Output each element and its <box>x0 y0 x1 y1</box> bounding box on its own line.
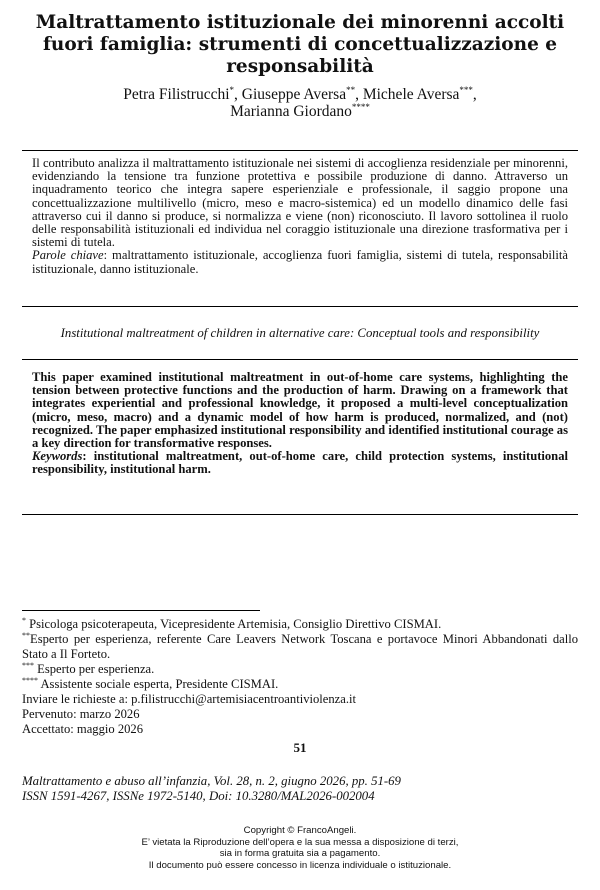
journal-citation <box>22 774 578 804</box>
footnote: **Esperto per esperienza, referente Care Leavers Network Toscana e portavoce Minori Abbandonati dallo Stato a Il Forteto. <box>22 630 578 661</box>
journal-issn: ISSN 1591-4267, ISSNe 1972-5140, Doi: 10.3280/MAL2026-002004 <box>22 789 375 803</box>
footnote-separator <box>22 610 260 611</box>
footnote: **** Assistente sociale esperta, Presidente CISMAI. <box>22 675 279 691</box>
abstract-text: Il contributo analizza il maltrattamento istituzionale nei sistemi di accoglienza residenziale per minorenni, evidenziando la tensione tra funzione protettiva e possibile produzione di danno. Attraverso un inquadramento teorico che integra sapere esperienziale e professionale, il saggio propone una concettualizzazione multilivello (micro, meso e macro-sistemica) ed un modello dinamico delle fasi attraverso cui il danno si produce, si normalizza e viene (non) riconosciuto. Il lavoro sottolinea il ruolo delle responsabilità istituzionali ed individua nel coraggio istituzionale una direzione trasformativa per i sistemi di tutela. <box>32 156 568 250</box>
keywords-label: Keywords <box>32 449 83 464</box>
author: Giuseppe Aversa**, <box>241 84 363 103</box>
author-list <box>20 86 580 120</box>
copyright-line: Il documento può essere concesso in licenza individuale o istituzionale. <box>148 859 452 871</box>
copyright-line: sia in forma gratuita sia a pagamento. <box>219 848 381 859</box>
accepted-date: Accettato: maggio 2026 <box>22 722 144 736</box>
received-date: Pervenuto: marzo 2026 <box>22 707 140 721</box>
divider <box>22 514 578 515</box>
author: Michele Aversa***, <box>362 84 477 103</box>
abstract-english <box>32 371 568 477</box>
footnote: *** Esperto per esperienza. <box>22 660 155 676</box>
copyright-notice <box>0 825 600 871</box>
author: Petra Filistrucchi*, <box>123 84 242 103</box>
article-title: Maltrattamento istituzionale dei minorenni accolti fuori famiglia: strumenti di concettualizzazione e responsabilità <box>35 12 565 77</box>
abstract-text: This paper examined institutional maltreatment in out-of-home care systems, highlighting the tension between protective functions and the production of harm. Drawing on a framework that integrates experiential and professional knowledge, it proposed a multi-level conceptualization (micro, meso, macro) and a dynamic model of how harm is produced, normalized, and (not) recognized. The paper emphasized institutional responsibility and identified institutional courage as a key direction for transformative responses. <box>32 370 568 451</box>
footnote: * Psicologa psicoterapeuta, Vicepresidente Artemisia, Consiglio Direttivo CISMAI. <box>22 615 442 631</box>
english-title: Institutional maltreatment of children in alternative care: Conceptual tools and responsibility <box>60 326 540 340</box>
footnotes <box>22 617 578 737</box>
contact-line: Inviare le richieste a: p.filistrucchi@artemisiacentroantiviolenza.it <box>22 692 356 706</box>
copyright-line: Copyright © FrancoAngeli. <box>243 825 357 836</box>
divider <box>22 359 578 360</box>
copyright-line: E’ vietata la Riproduzione dell’opera e la sua messa a disposizione di terzi, <box>141 836 459 848</box>
keywords-text: : institutional maltreatment, out-of-home care, child protection systems, institutional responsibility, institutional harm. <box>32 449 568 477</box>
keywords-text: : maltrattamento istituzionale, accoglienza fuori famiglia, sistemi di tutela, responsabilità istituzionale, danno istituzionale. <box>32 248 568 276</box>
abstract-italian <box>32 157 568 276</box>
keywords-label: Parole chiave <box>32 248 104 263</box>
divider <box>22 306 578 307</box>
journal-line: Maltrattamento e abuso all’infanzia, Vol. 28, n. 2, giugno 2026, pp. 51-69 <box>22 774 401 788</box>
page-number: 51 <box>293 740 307 755</box>
author: Marianna Giordano**** <box>230 101 370 120</box>
divider <box>22 150 578 151</box>
